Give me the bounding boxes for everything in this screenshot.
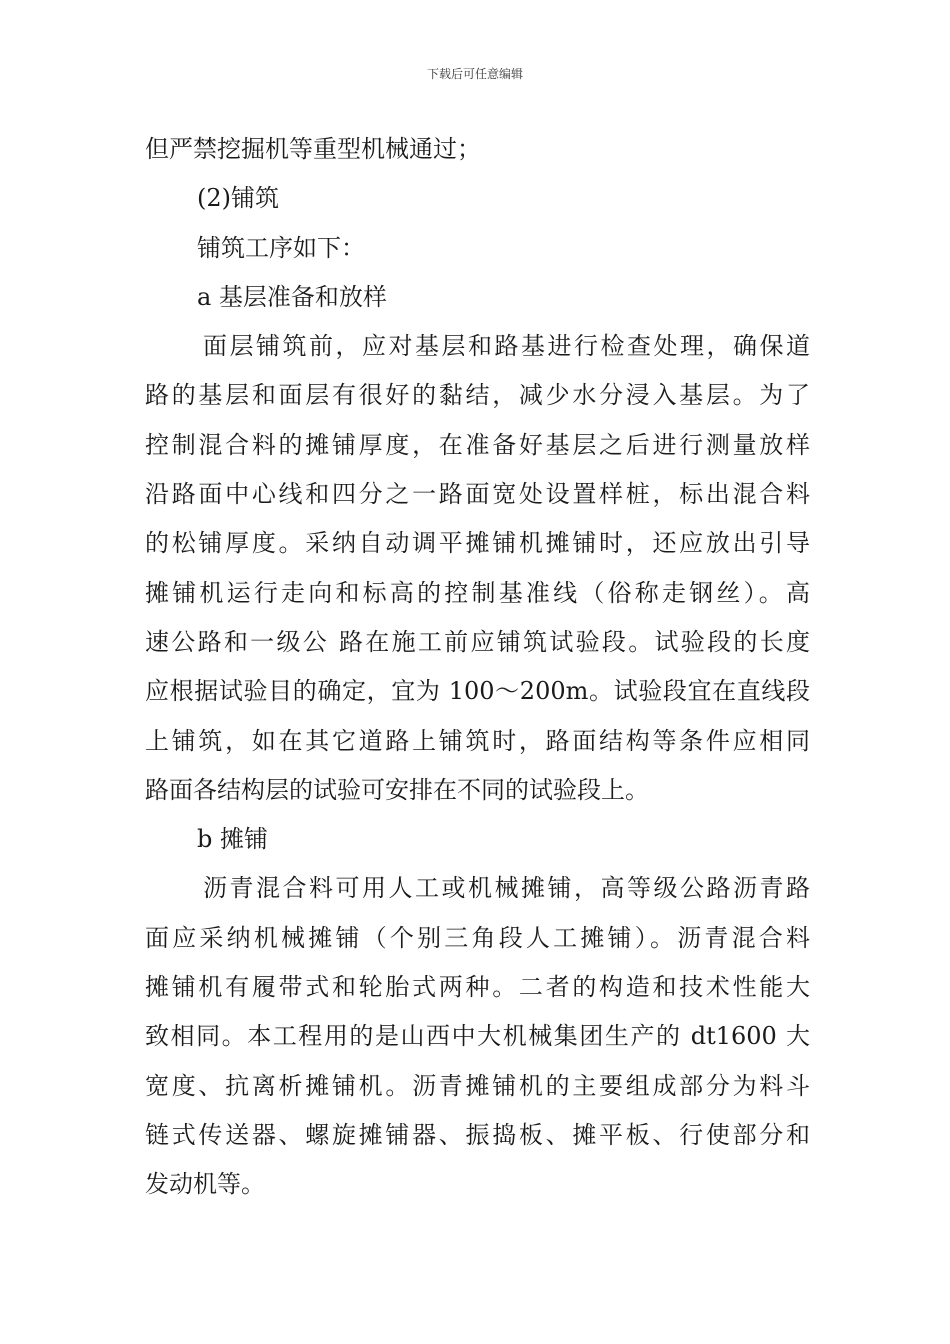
section-heading: (2)铺筑	[197, 184, 279, 213]
paragraph-line: 沿路面中心线和四分之一路面宽处设置样桩，标出混合料	[145, 480, 810, 509]
subsection-heading: a 基层准备和放样	[197, 282, 387, 311]
paragraph-line: 摊铺机运行走向和标高的控制基准线（俗称走钢丝）。高	[145, 578, 810, 607]
subsection-heading: b 摊铺	[197, 825, 268, 854]
paragraph-line: 面应采纳机械摊铺（个别三角段人工摊铺）。沥青混合料	[145, 923, 810, 952]
paragraph-line: 控制混合料的摊铺厚度，在准备好基层之后进行测量放样	[145, 430, 810, 459]
paragraph-line: 路的基层和面层有很好的黏结，减少水分浸入基层。为了	[145, 381, 810, 410]
text-line: 但严禁挖掘机等重型机械通过；	[145, 135, 481, 163]
paragraph-line: 致相同。本工程用的是山西中大机械集团生产的 dt1600 大	[145, 1022, 810, 1051]
paragraph-line: 速公路和一级公 路在施工前应铺筑试验段。试验段的长度	[145, 627, 810, 656]
paragraph-line: 摊铺机有履带式和轮胎式两种。二者的构造和技术性能大	[145, 973, 810, 1002]
document-body	[145, 125, 810, 1210]
paragraph-line: 的松铺厚度。采纳自动调平摊铺机摊铺时，还应放出引导	[145, 529, 810, 558]
paragraph-line: 上铺筑，如在其它道路上铺筑时，路面结构等条件应相同	[145, 726, 810, 755]
paragraph-line: 路面各结构层的试验可安排在不同的试验段上。	[145, 775, 649, 804]
paragraph-line: 宽度、抗离析摊铺机。沥青摊铺机的主要组成部分为料斗	[145, 1071, 810, 1100]
paragraph-line: 面层铺筑前，应对基层和路基进行检查处理，确保道	[203, 332, 810, 361]
page-header-note: 下载后可任意编辑	[426, 67, 523, 81]
paragraph-line: 发动机等。	[145, 1170, 265, 1199]
paragraph-line: 沥青混合料可用人工或机械摊铺，高等级公路沥青路	[203, 874, 810, 903]
text-line: 铺筑工序如下：	[197, 233, 365, 262]
paragraph-line: 链式传送器、螺旋摊铺器、振捣板、摊平板、行使部分和	[145, 1120, 810, 1149]
paragraph-line: 应根据试验目的确定，宜为 100～200m。试验段宜在直线段	[145, 677, 810, 706]
